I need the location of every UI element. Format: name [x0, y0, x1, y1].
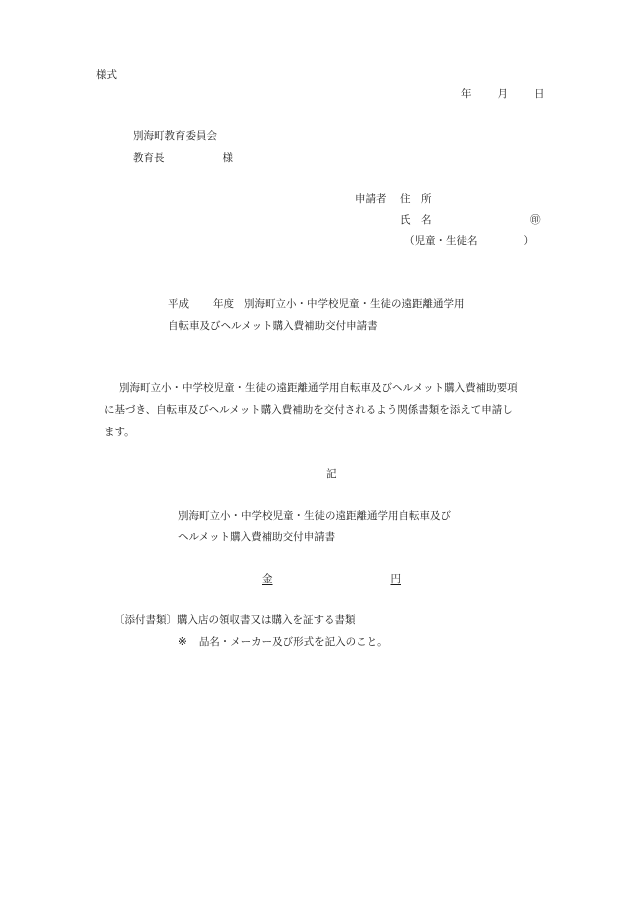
item-line1: 別海町立小・中学校児童・生徒の遠距離通学用自転車及び [178, 510, 451, 522]
student-name-open: （児童・生徒名 [404, 235, 478, 247]
note-mark: ※ [178, 636, 187, 648]
applicant-label: 申請者 [355, 193, 387, 205]
recipient-honorific: 様 [222, 152, 233, 164]
ki-heading: 記 [326, 468, 337, 480]
recipient-title: 教育長 [133, 152, 165, 164]
student-name-close: ） [523, 235, 534, 247]
form-label: 様式 [96, 69, 117, 81]
amount-line [262, 573, 401, 586]
amount-prefix: 金 [262, 573, 273, 585]
attachment-line [114, 614, 356, 627]
document-title-line2: 自転車及びヘルメット購入費補助交付申請書 [168, 320, 378, 332]
title-main: 別海町立小・中学校児童・生徒の遠距離通学用 [244, 298, 465, 310]
seal-mark: ㊞ [530, 214, 541, 226]
date-year: 年 [461, 88, 472, 100]
date-month: 月 [497, 88, 508, 100]
title-era: 平成 [168, 298, 189, 310]
applicant-name-label: 氏 名 [400, 214, 432, 226]
recipient-org: 別海町教育委員会 [133, 130, 217, 142]
note-text: 品名・メーカー及び形式を記入のこと。 [198, 636, 388, 648]
applicant-address-label: 住 所 [400, 193, 432, 205]
attachment-note [178, 636, 388, 649]
attachment-label: 〔添付書類〕 [114, 614, 177, 626]
amount-suffix: 円 [390, 573, 401, 585]
title-year-suffix: 年度 [213, 298, 234, 310]
student-name-line [404, 235, 534, 248]
body-line3: ます。 [104, 426, 135, 438]
body-line2: に基づき、自転車及びヘルメット購入費補助を交付されるよう関係書類を添えて申請し [104, 404, 513, 416]
body-line1: 別海町立小・中学校児童・生徒の遠距離通学用自転車及びヘルメット購入費補助要項 [119, 382, 518, 394]
date-day: 日 [534, 88, 545, 100]
attachment-text: 購入店の領収書又は購入を証する書類 [177, 614, 356, 626]
recipient-line [133, 152, 233, 165]
date-line [461, 88, 545, 101]
document-title-line1 [168, 298, 465, 311]
item-line2: ヘルメット購入費補助交付申請書 [178, 531, 336, 543]
